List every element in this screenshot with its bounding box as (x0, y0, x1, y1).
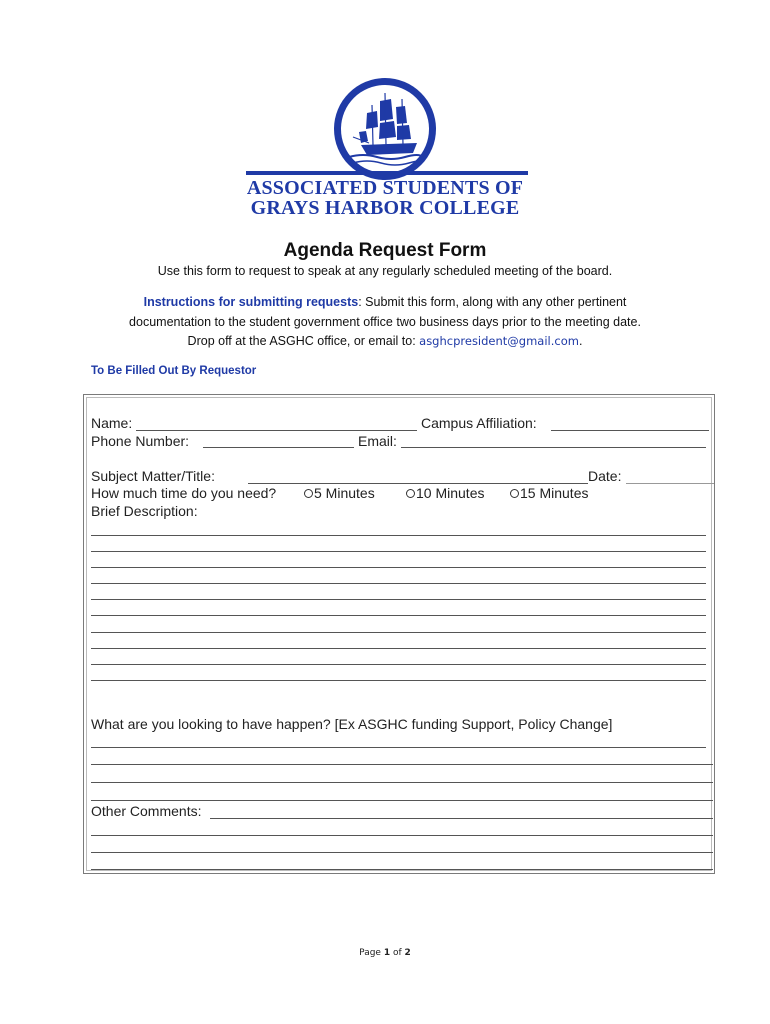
instructions-line1 (0, 295, 770, 309)
desired-outcome-line[interactable] (91, 782, 713, 783)
phone-number-label: Phone Number: (91, 433, 190, 449)
form-title: Agenda Request Form (283, 240, 487, 261)
description-line[interactable] (91, 567, 706, 568)
desired-outcome-label: What are you looking to have happen? [Ex ASGHC funding Support, Policy Change] (91, 716, 613, 732)
subject-title-label: Subject Matter/Title: (91, 468, 215, 484)
page-total: 2 (404, 948, 411, 958)
radio-10-minutes[interactable] (406, 489, 415, 498)
description-line[interactable] (91, 535, 706, 536)
description-line[interactable] (91, 551, 706, 552)
college-seal-logo (333, 77, 437, 181)
page-current: 1 (383, 948, 391, 958)
date-label: Date: (588, 468, 622, 484)
phone-number-field[interactable] (203, 447, 354, 448)
instructions-label: Instructions for submitting requests (143, 295, 359, 309)
radio-5-minutes[interactable] (304, 489, 313, 498)
instructions-dropoff-text: Drop off at the ASGHC office, or email to: (187, 334, 420, 348)
form-subtitle: Use this form to request to speak at any regularly scheduled meeting of the board. (157, 264, 613, 278)
brief-description-label: Brief Description: (91, 503, 198, 519)
other-comments-line[interactable] (91, 835, 713, 836)
other-comments-line[interactable] (91, 869, 713, 870)
name-label: Name: (91, 415, 133, 431)
email-field[interactable] (401, 447, 706, 448)
radio-15-minutes-label: 15 Minutes (520, 485, 589, 501)
of-word: of (392, 948, 402, 958)
description-line[interactable] (91, 615, 706, 616)
description-line[interactable] (91, 648, 706, 649)
date-field[interactable] (626, 483, 714, 484)
description-line[interactable] (91, 680, 706, 681)
request-form-box (83, 394, 715, 874)
campus-affiliation-label: Campus Affiliation: (421, 415, 537, 431)
radio-5-minutes-label: 5 Minutes (314, 485, 375, 501)
logo-divider-bar (246, 171, 528, 175)
radio-10-minutes-label: 10 Minutes (416, 485, 485, 501)
requestor-section-label: To Be Filled Out By Requestor (91, 365, 257, 377)
campus-affiliation-field[interactable] (551, 430, 709, 431)
subject-title-field[interactable] (248, 483, 588, 484)
page-number-footer (0, 948, 770, 958)
logo-text-line2: GRAYS HARBOR COLLEGE (250, 197, 520, 219)
desired-outcome-line[interactable] (91, 800, 713, 801)
description-line[interactable] (91, 632, 706, 633)
instructions-line3 (0, 334, 770, 348)
description-line[interactable] (91, 599, 706, 600)
description-line[interactable] (91, 583, 706, 584)
other-comments-line[interactable] (91, 852, 713, 853)
radio-15-minutes[interactable] (510, 489, 519, 498)
instructions-period: . (578, 334, 583, 348)
page-word: Page (359, 948, 381, 958)
name-field[interactable] (136, 430, 417, 431)
logo-text-line1: ASSOCIATED STUDENTS OF (246, 177, 524, 199)
email-link[interactable]: asghcpresident@gmail.com (419, 334, 579, 348)
desired-outcome-line[interactable] (91, 764, 713, 765)
time-needed-label: How much time do you need? (91, 485, 277, 501)
email-label: Email: (358, 433, 397, 449)
other-comments-field[interactable] (210, 818, 713, 819)
instructions-line2: documentation to the student government office two business days prior to the meeting date. (129, 315, 641, 329)
other-comments-label: Other Comments: (91, 803, 202, 819)
instructions-text: : Submit this form, along with any other pertinent (358, 295, 627, 309)
description-line[interactable] (91, 664, 706, 665)
desired-outcome-line[interactable] (91, 747, 706, 748)
